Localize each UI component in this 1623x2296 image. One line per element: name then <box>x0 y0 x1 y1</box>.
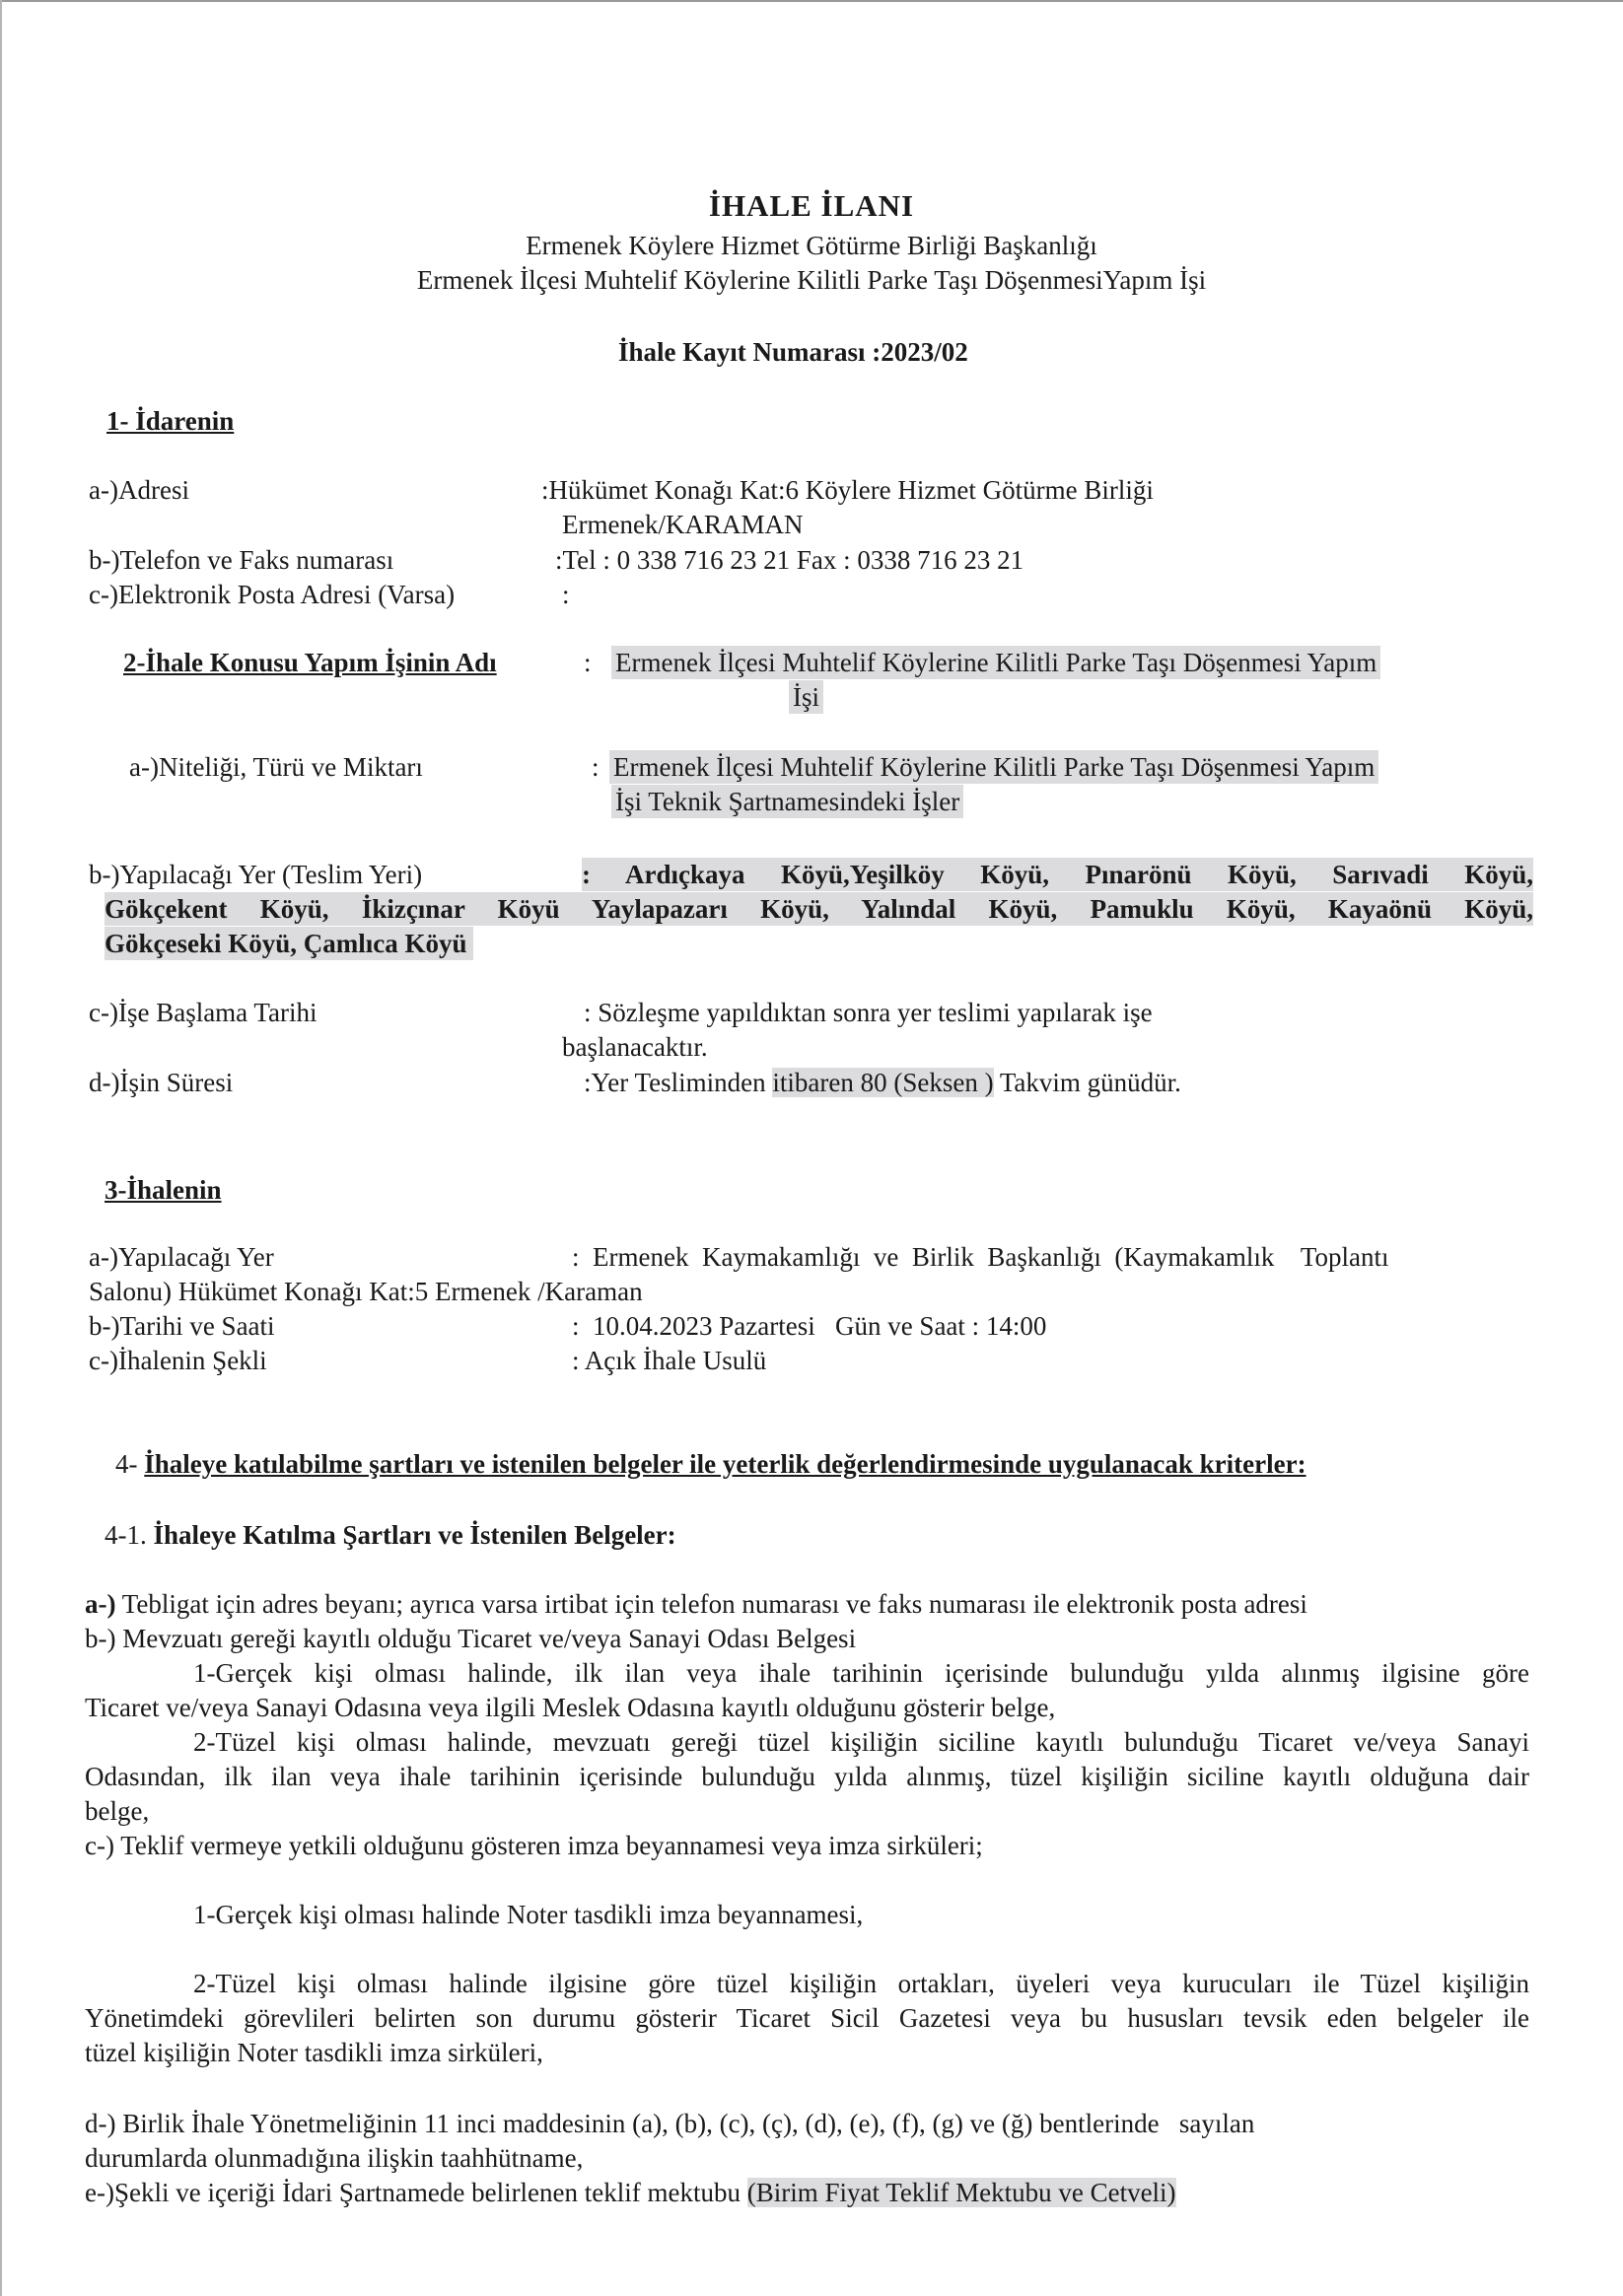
section-2-heading: 2-İhale Konusu Yapım İşinin Adı <box>123 648 497 677</box>
section-2-colon: : <box>584 648 592 677</box>
item-b1-line-1: 1-Gerçek kişi olması halinde, ilk ilan veya ihale tarihinin içerisinde bulunduğu yılda alınmış ilgisine göre <box>193 1658 1529 1688</box>
nitelik-value-line-1: Ermenek İlçesi Muhtelif Köylerine Kilitli Parke Taşı Döşenmesi Yapım <box>609 750 1378 784</box>
item-c: c-) Teklif vermeye yetkili olduğunu gösteren imza beyannamesi veya imza sirküleri; <box>85 1831 983 1860</box>
ise-baslama-value-line-1: : Sözleşme yapıldıktan sonra yer teslimi yapılarak işe <box>584 998 1153 1027</box>
section-4-1-number: 4-1. <box>105 1520 154 1550</box>
item-b: b-) Mevzuatı gereği kayıtlı olduğu Ticaret ve/veya Sanayi Odası Belgesi <box>85 1624 857 1653</box>
ihale-yeri-label: a-)Yapılacağı Yer <box>89 1242 274 1272</box>
telefon-value: :Tel : 0 338 716 23 21 Fax : 0338 716 23 21 <box>555 545 1024 575</box>
is-adi-value-line-1: Ermenek İlçesi Muhtelif Köylerine Kilitli Parke Taşı Döşenmesi Yapım <box>611 646 1380 679</box>
is-adi-value-line-2: İşi <box>789 680 823 714</box>
scan-edge-left <box>0 0 2 2296</box>
item-c2-line-2: Yönetimdeki görevlileri belirten son durumu gösterir Ticaret Sicil Gazetesi veya bu hususları tevsik eden belgeler ile <box>85 2003 1529 2033</box>
teslim-yeri-line-3: Gökçeseki Köyü, Çamlıca Köyü <box>105 927 473 960</box>
adres-value-line-2: Ermenek/KARAMAN <box>562 510 804 539</box>
ihale-tarih-label: b-)Tarihi ve Saati <box>89 1311 275 1341</box>
item-e-highlight: (Birim Fiyat Teklif Mektubu ve Cetveli) <box>746 2178 1176 2207</box>
document-title: İHALE İLANI <box>708 188 915 223</box>
isin-suresi-value <box>584 1066 1181 1099</box>
item-a <box>85 1587 1307 1621</box>
adres-label: a-)Adresi <box>89 475 189 505</box>
telefon-label: b-)Telefon ve Faks numarası <box>89 545 394 575</box>
item-b1-line-2: Ticaret ve/veya Sanayi Odasına veya ilgili Meslek Odasına kayıtlı olduğunu gösterir belge, <box>85 1693 1056 1722</box>
ise-baslama-label: c-)İşe Başlama Tarihi <box>89 998 318 1027</box>
nitelik-value-line-2: İşi Teknik Şartnamesindeki İşler <box>611 785 963 818</box>
isin-suresi-label: d-)İşin Süresi <box>89 1068 234 1097</box>
ihale-tarih-value: : 10.04.2023 Pazartesi Gün ve Saat : 14:00 <box>572 1311 1047 1341</box>
item-a-text: Tebligat için adres beyanı; ayrıca varsa irtibat için telefon numarası ve faks numarası ile elektronik posta adresi <box>115 1589 1307 1619</box>
ise-baslama-value-line-2: başlanacaktır. <box>562 1032 708 1062</box>
section-4-number: 4- <box>115 1449 145 1479</box>
section-4-1-heading <box>105 1518 676 1552</box>
teslim-yeri-line-2: Gökçekent Köyü, İkizçınar Köyü Yaylapazarı Köyü, Yalındal Köyü, Pamuklu Köyü, Kayaönü Köyü, <box>105 894 1533 924</box>
teslim-yeri-label: b-)Yapılacağı Yer (Teslim Yeri) <box>89 860 423 889</box>
item-a-prefix: a-) <box>85 1589 116 1619</box>
ihale-sekli-label: c-)İhalenin Şekli <box>89 1346 267 1375</box>
ihale-yeri-value-line-2: Salonu) Hükümet Konağı Kat:5 Ermenek /Karaman <box>89 1277 643 1306</box>
item-d-line-1: d-) Birlik İhale Yönetmeliğinin 11 inci maddesinin (a), (b), (c), (ç), (d), (e), (f), (g) ve (ğ) bentlerinde sayılan <box>85 2109 1255 2138</box>
section-3-heading: 3-İhalenin <box>105 1175 222 1205</box>
nitelik-label: a-)Niteliği, Türü ve Miktarı <box>129 752 423 782</box>
item-b2-line-2: Odasından, ilk ilan veya ihale tarihinin içerisinde bulunduğu yılda alınmış, tüzel kişiliğin siciline kayıtlı olduğuna dair <box>85 1762 1529 1791</box>
eposta-value: : <box>562 580 570 609</box>
document-subtitle-2: Ermenek İlçesi Muhtelif Köylerine Kilitli Parke Taşı DöşenmesiYapım İşi <box>416 265 1207 295</box>
item-e <box>85 2176 1176 2209</box>
item-d-line-2: durumlarda olunmadığına ilişkin taahhütname, <box>85 2143 584 2173</box>
item-b2-line-1: 2-Tüzel kişi olması halinde, mevzuatı gereği tüzel kişiliğin siciline kayıtlı bulunduğu Ticaret ve/veya Sanayi <box>193 1727 1529 1757</box>
item-b2-line-3: belge, <box>85 1796 150 1826</box>
document-subtitle-1: Ermenek Köylere Hizmet Götürme Birliği Başkanlığı <box>526 231 1097 260</box>
section-4-heading <box>115 1447 1306 1481</box>
isin-suresi-value-c: Takvim günüdür. <box>993 1068 1181 1097</box>
section-4-title: İhaleye katılabilme şartları ve istenilen belgeler ile yeterlik değerlendirmesinde uygulanacak kriterler: <box>144 1449 1306 1479</box>
item-e-text: e-)Şekli ve içeriği İdari Şartnamede belirlenen teklif mektubu <box>85 2178 747 2207</box>
ihale-kayit-numarasi: İhale Kayıt Numarası :2023/02 <box>618 337 968 367</box>
nitelik-colon: : <box>592 752 600 782</box>
eposta-label: c-)Elektronik Posta Adresi (Varsa) <box>89 580 456 609</box>
teslim-yeri-line-1: : Ardıçkaya Köyü,Yeşilköy Köyü, Pınarönü Köyü, Sarıvadi Köyü, <box>582 860 1533 889</box>
isin-suresi-value-a: :Yer Tesliminden <box>584 1068 773 1097</box>
section-4-1-title: İhaleye Katılma Şartları ve İstenilen Belgeler: <box>153 1520 676 1550</box>
ihale-yeri-value-line-1: : Ermenek Kaymakamlığı ve Birlik Başkanlığı (Kaymakamlık Toplantı <box>572 1242 1389 1272</box>
ihale-sekli-value: : Açık İhale Usulü <box>572 1346 767 1375</box>
item-c2-line-3: tüzel kişiliğin Noter tasdikli imza sirküleri, <box>85 2038 543 2067</box>
item-c2-line-1: 2-Tüzel kişi olması halinde ilgisine göre tüzel kişiliğin ortakları, üyeleri veya kurucuları ile Tüzel kişiliğin <box>193 1969 1529 1998</box>
section-1-heading: 1- İdarenin <box>106 406 235 436</box>
adres-value-line-1: :Hükümet Konağı Kat:6 Köylere Hizmet Götürme Birliği <box>541 475 1154 505</box>
isin-suresi-value-highlight: itibaren 80 (Seksen ) <box>772 1068 994 1097</box>
scan-edge-top <box>0 0 1623 2</box>
item-c1: 1-Gerçek kişi olması halinde Noter tasdikli imza beyannamesi, <box>193 1900 864 1929</box>
